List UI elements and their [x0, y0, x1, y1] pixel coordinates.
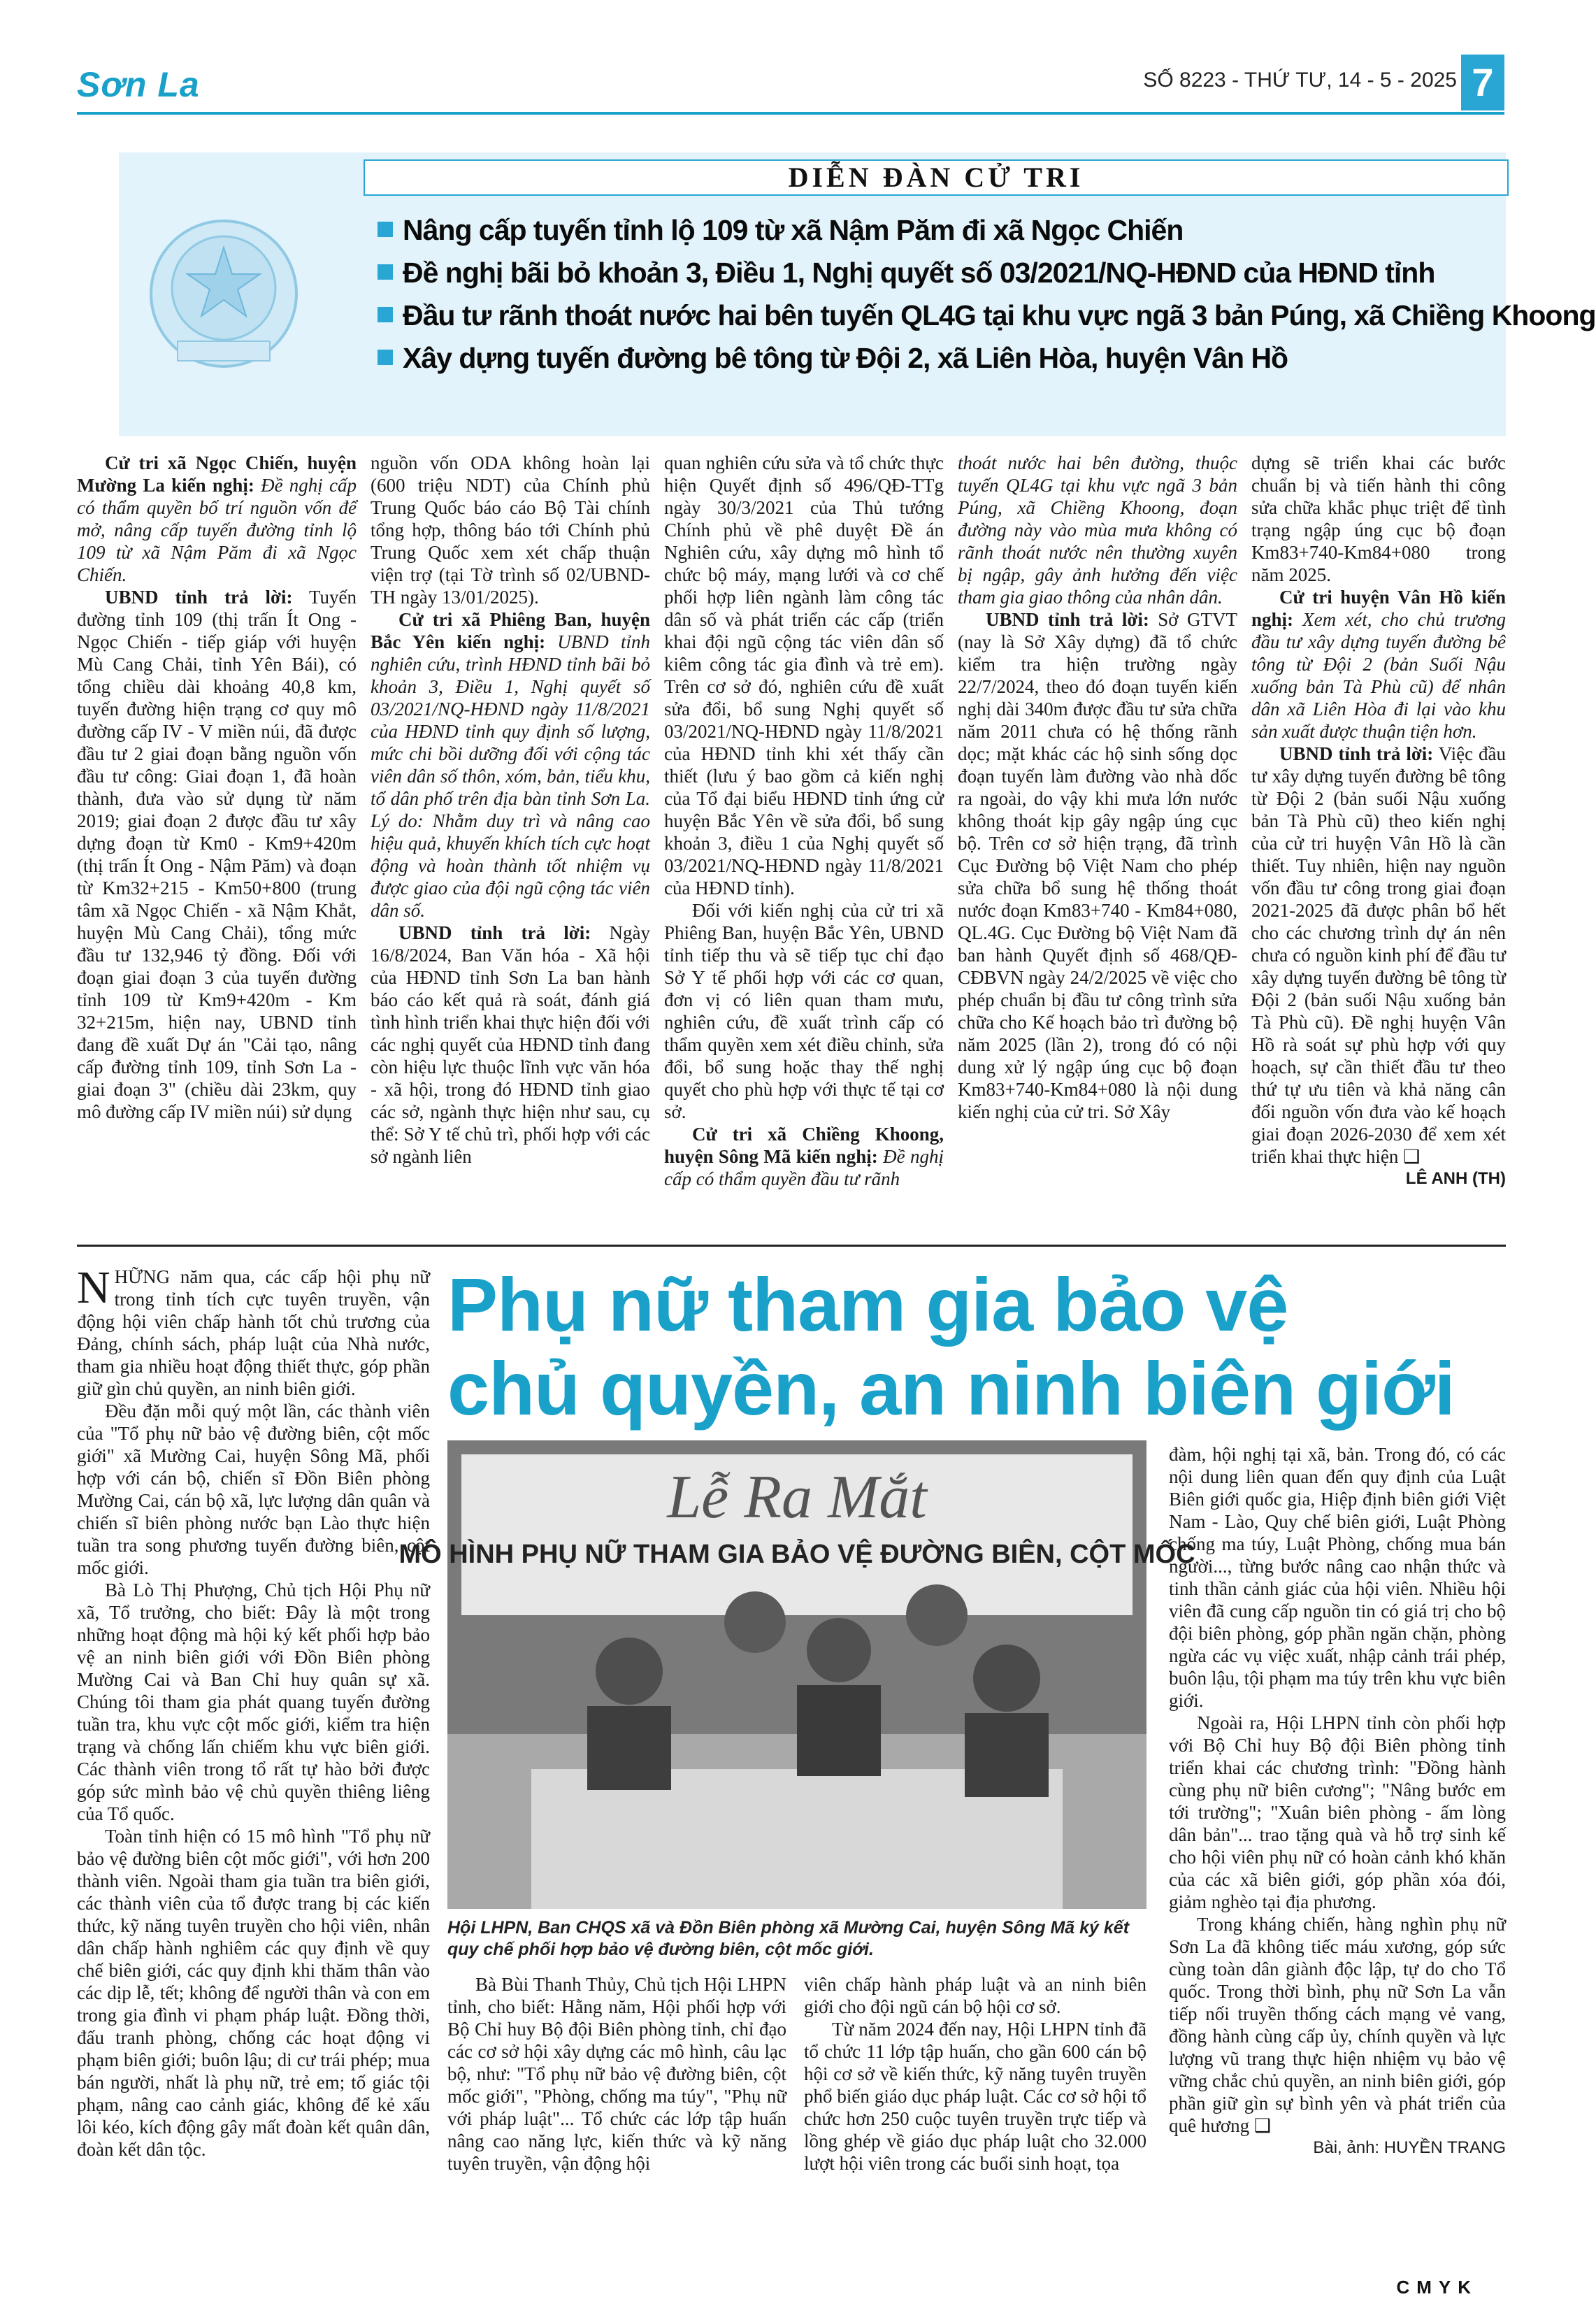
question-text: UBND tỉnh nghiên cứu, trình HĐND tỉnh bãi bỏ khoản 3, Điều 1, Nghị quyết số 03/2021/NQ-HĐND ngày 11/8/2021 của HĐND tỉnh quy định số lượng, mức chi bồi dưỡng đối với cộng tác viên dân số thôn, xóm, bản, tiểu khu, tổ dân phố trên địa bàn tỉnh Sơn La. Lý do: Nhằm duy trì và nâng cao hiệu quả, khuyến khích tích cực hoạt động và hoàn thành tốt nhiệm vụ được giao của đội ngũ cộng tác viên dân số. [371, 631, 650, 921]
headline-item: Nâng cấp tuyến tỉnh lộ 109 từ xã Nậm Păm đi xã Ngọc Chiến [378, 214, 1510, 247]
signature: LÊ ANH (TH) [1405, 1169, 1506, 1188]
paragraph: Trong kháng chiến, hàng nghìn phụ nữ Sơn La đã không tiếc máu xương, góp sức cùng toàn dân giành độc lập, tự do cho Tổ quốc. Trong thời bình, phụ nữ Sơn La vẫn tiếp nối truyền thống cách mạng vẻ vang, đồng hành cùng cấp ủy, chính quyền và lực lượng vũ trang thực hiện nhiệm vụ bảo vệ vững chắc chủ quyền, an ninh biên giới, góp phần giữ gìn sự bình yên và phát triển của quê hương ❑ [1169, 1914, 1506, 2136]
section-divider [77, 1245, 1506, 1247]
headline-item: Đề nghị bãi bỏ khoản 3, Điều 1, Nghị quyết số 03/2021/NQ-HĐND của HĐND tỉnh [378, 257, 1510, 289]
paragraph: quan nghiên cứu sửa và tổ chức thực hiện Quyết định số 496/QĐ-TTg ngày 30/3/2021 của Thủ tướng Chính phủ về phê duyệt Đề án Nghiên cứu, xây dựng mô hình tổ chức bộ máy, mạng lưới và cơ chế phối hợp liên ngành làm công tác dân số và phát triển các cấp (triển khai đội ngũ cộng tác viên dân số kiêm công tác gia đình và trẻ em). Trên cơ sở đó, nghiên cứu đề xuất sửa đổi, bổ sung Nghị quyết số 03/2021/NQ-HĐND ngày 11/8/2021 của HĐND tỉnh khi xét thấy cần thiết (lưu ý bao gồm cả kiến nghị của Tổ đại biểu HĐND tỉnh ứng cử huyện Bắc Yên về sửa đổi, bổ sung khoản 3, điều 1 của Nghị quyết số 03/2021/NQ-HĐND ngày 11/8/2021 của HĐND tỉnh). [664, 452, 944, 898]
question-label: Cử tri xã Ngọc Chiến, huyện Mường La kiến nghị: [77, 452, 357, 496]
section-name: Sơn La [77, 65, 200, 104]
drop-cap: N [77, 1262, 110, 1313]
forum-column-3 [664, 452, 944, 1232]
bullet-square-icon [378, 307, 393, 322]
forum-column-1 [77, 452, 357, 1232]
question-text: Đề nghị cấp có thẩm quyền đầu tư rãnh [664, 1146, 944, 1189]
paragraph: đàm, hội nghị tại xã, bản. Trong đó, có các nội dung liên quan đến quy định của Luật Biên giới quốc gia, Hiệp định biên giới Việt Nam - Lào, Quy chế biên giới, Luật Phòng chống ma túy, Luật Phòng, chống mua bán người..., từng bước nâng cao nhận thức và tinh thần cảnh giác của hội viên. Nhiều hội viên đã cung cấp nguồn tin có giá trị cho bộ đội biên phòng, góp phần ngăn chặn, phòng ngừa các vụ việc xuất, nhập cảnh trái phép, buôn lậu, tội phạm ma túy trên khu vực biên giới. [1169, 1444, 1506, 1711]
answer-label: UBND tỉnh trả lời: [986, 609, 1149, 630]
question-text: Đề nghị cấp có thẩm quyền bố trí nguồn vốn để mở, nâng cấp tuyến đường tỉnh lộ 109 từ xã Nậm Păm đi xã Ngọc Chiến. [77, 475, 357, 585]
paragraph: viên chấp hành pháp luật và an ninh biên giới cho đội ngũ cán bộ hội cơ sở. [804, 1974, 1146, 2017]
forum-column-2 [371, 452, 650, 1232]
paragraph: dựng sẽ triển khai các bước chuẩn bị và tiến hành thi công sửa chữa khắc phục triệt để tình trạng ngập úng cục bộ đoạn Km83+740-Km84+080 trong năm 2025. [1251, 452, 1506, 585]
paragraph: Đối với kiến nghị của cử tri xã Phiêng Ban, huyện Bắc Yên, UBND tỉnh tiếp thu và sẽ tiếp tục chỉ đạo Sở Y tế phối hợp với các cơ quan, đơn vị có liên quan tham mưu, nghiên cứu, đề xuất trình cấp có thẩm quyền xem xét điều chỉnh, sửa đổi, bổ sung hoặc thay thế nghị quyết cho phù hợp với thực tế tại cơ sở. [664, 900, 944, 1122]
question-text: thoát nước hai bên đường, thuộc tuyến QL4G tại khu vực ngã 3 bản Púng, xã Chiềng Khoong, đoạn đường này vào mùa mưa không có rãnh thoát nước nên thường xuyên bị ngập, gây ảnh hưởng đến việc tham gia giao thông của nhân dân. [958, 452, 1237, 608]
paragraph: Toàn tỉnh hiện có 15 mô hình "Tổ phụ nữ bảo vệ đường biên cột mốc giới", với hơn 200 thành viên. Ngoài tham gia tuần tra biên giới, các thành viên của tổ được trang bị các kiến thức, kỹ năng tuyên truyền cho hội viên, nhân dân chấp hành nghiêm các quy định về quy chế biên giới, các quy định khi thăm thân vào các dịp lễ, tết; không để người thân và con em trong gia đình vi phạm pháp luật. Đồng thời, đấu tranh phòng, chống các hoạt động vi phạm biên giới; buôn lậu; di cư trái phép; mua bán người, nhất là phụ nữ, trẻ em; tố giác tội phạm, nâng cao cảnh giác, không để kẻ xấu lôi kéo, kích động gây mất đoàn kết quân dân, đoàn kết dân tộc. [77, 1826, 430, 2160]
page-number: 7 [1461, 55, 1504, 110]
headline-item: Đầu tư rãnh thoát nước hai bên tuyến QL4G tại khu vực ngã 3 bản Púng, xã Chiềng Khoong [378, 299, 1510, 332]
article-right-column [1169, 1443, 1506, 2159]
forum-column-4 [958, 452, 1237, 1232]
question-label: Cử tri xã Phiêng Ban, huyện Bắc Yên kiến nghị: [371, 609, 650, 652]
title-line-2: chủ quyền, an ninh biên giới [447, 1346, 1455, 1431]
question-label: Cử tri huyện Vân Hồ kiến nghị: [1251, 587, 1506, 630]
forum-title: DIỄN ĐÀN CỬ TRI [364, 159, 1509, 196]
article-photo [398, 1440, 1195, 1909]
article-mid-column-1 [447, 1973, 786, 2175]
answer-label: UBND tỉnh trả lời: [398, 922, 591, 943]
photo-banner: Lễ Ra Mắt [667, 1463, 927, 1531]
bullet-square-icon [378, 264, 393, 280]
question-text: Xem xét, cho chủ trương đầu tư xây dựng tuyến đường bê tông từ Đội 2 (bản Suối Nậu xuống bản Tà Phù cũ) để nhân dân xã Liên Hòa đi lại vào khu sản xuất được thuận tiện hơn. [1251, 609, 1507, 742]
answer-text: Việc đầu tư xây dựng tuyến đường bê tông từ Đội 2 (bản suối Nậu xuống bản Tà Phù cũ) theo kiến nghị của cử tri huyện Vân Hồ là cần thiết. Tuy nhiên, hiện nay nguồn vốn đầu tư công trong giai đoạn 2021-2025 đã được phân bổ hết cho các chương trình dự án nên chưa có nguồn kinh phí để đầu tư xây dựng tuyến đường bê tông từ Đội 2 (bản suối Nậu xuống bản Tà Phù cũ). Đề nghị huyện Vân Hồ rà soát sự phù hợp với quy hoạch, sự cần thiết đầu tư theo thứ tự ưu tiên và khả năng cân đối nguồn vốn đưa vào kế hoạch giai đoạn 2026-2030 để xem xét triển khai thực hiện ❑ [1251, 743, 1506, 1167]
paragraph: Bà Bùi Thanh Thủy, Chủ tịch Hội LHPN tỉnh, cho biết: Hằng năm, Hội phối hợp với Bộ Chỉ huy Bộ đội Biên phòng tỉnh, chỉ đạo các cơ sở hội xây dựng các mô hình, câu lạc bộ, như: "Tổ phụ nữ bảo vệ đường biên, cột mốc giới", "Phòng, chống ma túy", "Phụ nữ với pháp luật"... Tổ chức các lớp tập huấn nâng cao năng lực, kiến thức và kỹ năng tuyên truyền, vận động hội [447, 1974, 786, 2174]
paragraph: nguồn vốn ODA không hoàn lại (600 triệu NDT) của Chính phủ Trung Quốc báo cáo Bộ Tài chính tổng hợp, thông báo tới Chính phủ Trung Quốc xem xét chấp thuận viện trợ (tại Tờ trình số 02/UBND-TH ngày 13/01/2025). [371, 452, 650, 608]
photo-caption: Hội LHPN, Ban CHQS xã và Đồn Biên phòng xã Mường Cai, huyện Sông Mã ký kết quy chế phối hợp bảo vệ đường biên, cột mốc giới. [447, 1918, 1130, 1959]
issue-info: SỐ 8223 - THỨ TƯ, 14 - 5 - 2025 [1143, 69, 1457, 92]
answer-text: Tuyến đường tỉnh 109 (thị trấn Ít Ong - Ngọc Chiến - tiếp giáp với huyện Mù Cang Chải, tỉnh Yên Bái), có tổng chiều dài khoảng 40,8 km, tuyến đường hiện trạng cơ quy mô đường cấp IV - V miền núi, đã được đầu tư 2 giai đoạn bằng nguồn vốn đầu tư công: Giai đoạn 1, đã hoàn thành, đưa vào sử dụng từ năm 2019; giai đoạn 2 được đầu tư xây dựng đoạn từ Km0 - Km9+420m (thị trấn Ít Ong - Nậm Păm) và đoạn từ Km32+215 - Km50+800 (trung tâm xã Ngọc Chiến - xã Nậm Khắt, huyện Mù Cang Chải), tổng mức đầu tư 132,946 tỷ đồng. Đối với đoạn giai đoạn 3 của tuyến đường tỉnh 109 từ Km9+420m - Km 32+215m, hiện nay, UBND tỉnh đang đề xuất Dự án "Cải tạo, nâng cấp đường tỉnh 109, tỉnh Sơn La - giai đoạn 3" (chiều dài 23km, quy mô đường cấp IV miền núi) sử dụng [77, 587, 357, 1122]
headline-item: Xây dựng tuyến đường bê tông từ Đội 2, xã Liên Hòa, huyện Vân Hồ [378, 342, 1510, 375]
paragraph: Đều đặn mỗi quý một lần, các thành viên của "Tổ phụ nữ bảo vệ đường biên, cột mốc giới" xã Mường Cai, huyện Sông Mã, phối hợp với cán bộ, chiến sĩ Đồn Biên phòng Mường Cai, cán bộ xã, lực lượng dân quân và chiến sĩ biên phòng nước bạn Lào thực hiện tuần tra song phương tuyến đường biên, cột mốc giới. [77, 1401, 430, 1578]
paragraph: Từ năm 2024 đến nay, Hội LHPN tỉnh đã tổ chức 11 lớp tập huấn, cho gần 600 cán bộ hội cơ sở về kiến thức, kỹ năng tuyên truyền phổ biến giáo dục pháp luật. Các cơ sở hội tổ chức hơn 250 cuộc tuyên truyền trực tiếp và lồng ghép về giáo dục pháp luật cho 32.000 lượt hội viên trong các buổi sinh hoạt, tọa [804, 2019, 1146, 2174]
national-emblem-icon [133, 215, 315, 380]
bullet-square-icon [378, 350, 393, 365]
bullet-square-icon [378, 222, 393, 237]
forum-column-5 [1251, 452, 1506, 1232]
question-label: Cử tri xã Chiềng Khoong, huyện Sông Mã kiến nghị: [664, 1124, 944, 1167]
answer-label: UBND tỉnh trả lời: [105, 587, 293, 608]
article-title [447, 1263, 1538, 1431]
byline: Bài, ảnh: HUYỀN TRANG [1313, 2138, 1506, 2157]
article-left-column: NHỮNG năm qua, các cấp hội phụ nữ trong tỉnh tích cực tuyên truyền, vận động hội viên chấp hành tốt chủ trương của Đảng, chính sách, pháp luật của Nhà nước, tham gia nhiều hoạt động thiết thực, góp phần giữ gìn chủ quyền, an ninh biên giới. Đều đặn mỗi quý một lần, các thành viên của "Tổ phụ nữ bảo vệ đường biên, cột mốc giới" xã Mường Cai, huyện Sông Mã, phối hợp với cán bộ, chiến sĩ Đồn Biên phòng Mường Cai, cán bộ xã, lực lượng dân quân và chiến sĩ biên phòng nước bạn Lào thực hiện tuần tra song phương tuyến đường biên, cột mốc giới. Bà Lò Thị Phượng, Chủ tịch Hội Phụ nữ xã, Tổ trưởng, cho biết: Đây là một trong những hoạt động mà hội ký kết phối hợp bảo vệ an ninh biên giới với Đồn Biên phòng Mường Cai và Ban Chỉ huy quân sự xã. Chúng tôi tham gia phát quang tuyến đường tuần tra, khu vực cột mốc giới, kiểm tra hiện trạng và chống lấn chiếm khu vực biên giới. Các thành viên trong tổ rất tự hào bởi được góp sức mình bảo vệ chủ quyền thiêng liêng của Tổ quốc. Toàn tỉnh hiện có 15 mô hình "Tổ phụ nữ bảo vệ đường biên cột mốc giới", với hơn 200 thành viên. Ngoài tham gia tuần tra biên giới, các thành viên của tổ được trang bị các kiến thức, kỹ năng tuyên truyền cho hội viên, nhân dân chấp hành nghiêm các quy định về quy chế biên giới, các quy định khi thăm thân vào các dịp lễ, tết; không để người thân và con em trong gia đình vi phạm pháp luật. Đồng thời, đấu tranh phòng, chống các hoạt động vi phạm biên giới; buôn lậu; di cư trái phép; mua bán người, nhất là phụ nữ, trẻ em; tố giác tội phạm, nâng cao cảnh giác, không để kẻ xấu lôi kéo, kích động gây mất đoàn kết quân dân, đoàn kết dân tộc. [77, 1262, 430, 2160]
header-rule [77, 112, 1504, 115]
cmyk-marker: CMYK [1396, 2277, 1478, 2298]
title-line-1: Phụ nữ tham gia bảo vệ [447, 1262, 1288, 1347]
article-mid-column-2 [804, 1973, 1146, 2175]
photo-subbanner: MÔ HÌNH PHỤ NỮ THAM GIA BẢO VỆ ĐƯỜNG BIÊN, CỘT MỐC [398, 1540, 1195, 1569]
answer-text: Ngày 16/8/2024, Ban Văn hóa - Xã hội của HĐND tỉnh Sơn La ban hành báo cáo kết quả rà soát, đánh giá tình hình triển khai thực hiện đối với các nghị quyết của HĐND tỉnh đang còn hiệu lực thuộc lĩnh vực văn hóa - xã hội, trong đó HĐND tỉnh giao các sở, ngành thực hiện như sau, cụ thể: Sở Y tế chủ trì, phối hợp với các sở ngành liên [371, 922, 650, 1167]
paragraph: Ngoài ra, Hội LHPN tỉnh còn phối hợp với Bộ Chỉ huy Bộ đội Biên phòng tỉnh triển khai các chương trình: "Đồng hành cùng phụ nữ biên cương"; "Nâng bước em tới trường"; "Xuân biên phòng - ấm lòng dân bản"... trao tặng quà và hỗ trợ sinh kế cho hội viên phụ nữ có hoàn cảnh khó khăn của các xã biên giới, góp phần xóa đói, giảm nghèo tại địa phương. [1169, 1712, 1506, 1912]
answer-label: UBND tỉnh trả lời: [1279, 743, 1434, 764]
forum-headlines [378, 214, 1596, 385]
answer-text: Sở GTVT (nay là Sở Xây dựng) đã tổ chức kiểm tra hiện trường ngày 22/7/2024, theo đó đoạn tuyến kiến nghị dài 340m được đầu tư sửa chữa năm 2011 chưa có hệ thống rãnh dọc; mặt khác các hộ sinh sống dọc đoạn tuyến làm đường vào nhà dốc ra ngoài, do vậy khi mưa lớn nước không thoát kịp gây ngập úng cục bộ. Trên cơ sở hiện trạng, đã trình Cục Đường bộ Việt Nam cho phép sửa chữa bổ sung hệ thống thoát nước đoạn Km83+740 - Km84+080, QL.4G. Cục Đường bộ Việt Nam đã ban hành Quyết định số 468/QĐ-CĐBVN ngày 24/2/2025 về việc cho phép chuẩn bị đầu tư công trình sửa chữa cho Kế hoạch bảo trì đường bộ năm 2025 (lần 2), trong đó có nội dung xử lý ngập úng cục bộ đoạn Km83+740-Km84+080 là nội dung kiến nghị của cử tri. Sở Xây [958, 609, 1237, 1122]
paragraph: Bà Lò Thị Phượng, Chủ tịch Hội Phụ nữ xã, Tổ trưởng, cho biết: Đây là một trong những hoạt động mà hội ký kết phối hợp bảo vệ an ninh biên giới với Đồn Biên phòng Mường Cai và Ban Chỉ huy quân sự xã. Chúng tôi tham gia phát quang tuyến đường tuần tra, khu vực cột mốc giới, kiểm tra hiện trạng và chống lấn chiếm khu vực biên giới. Các thành viên trong tổ rất tự hào bởi được góp sức mình bảo vệ chủ quyền thiêng liêng của Tổ quốc. [77, 1580, 430, 1824]
